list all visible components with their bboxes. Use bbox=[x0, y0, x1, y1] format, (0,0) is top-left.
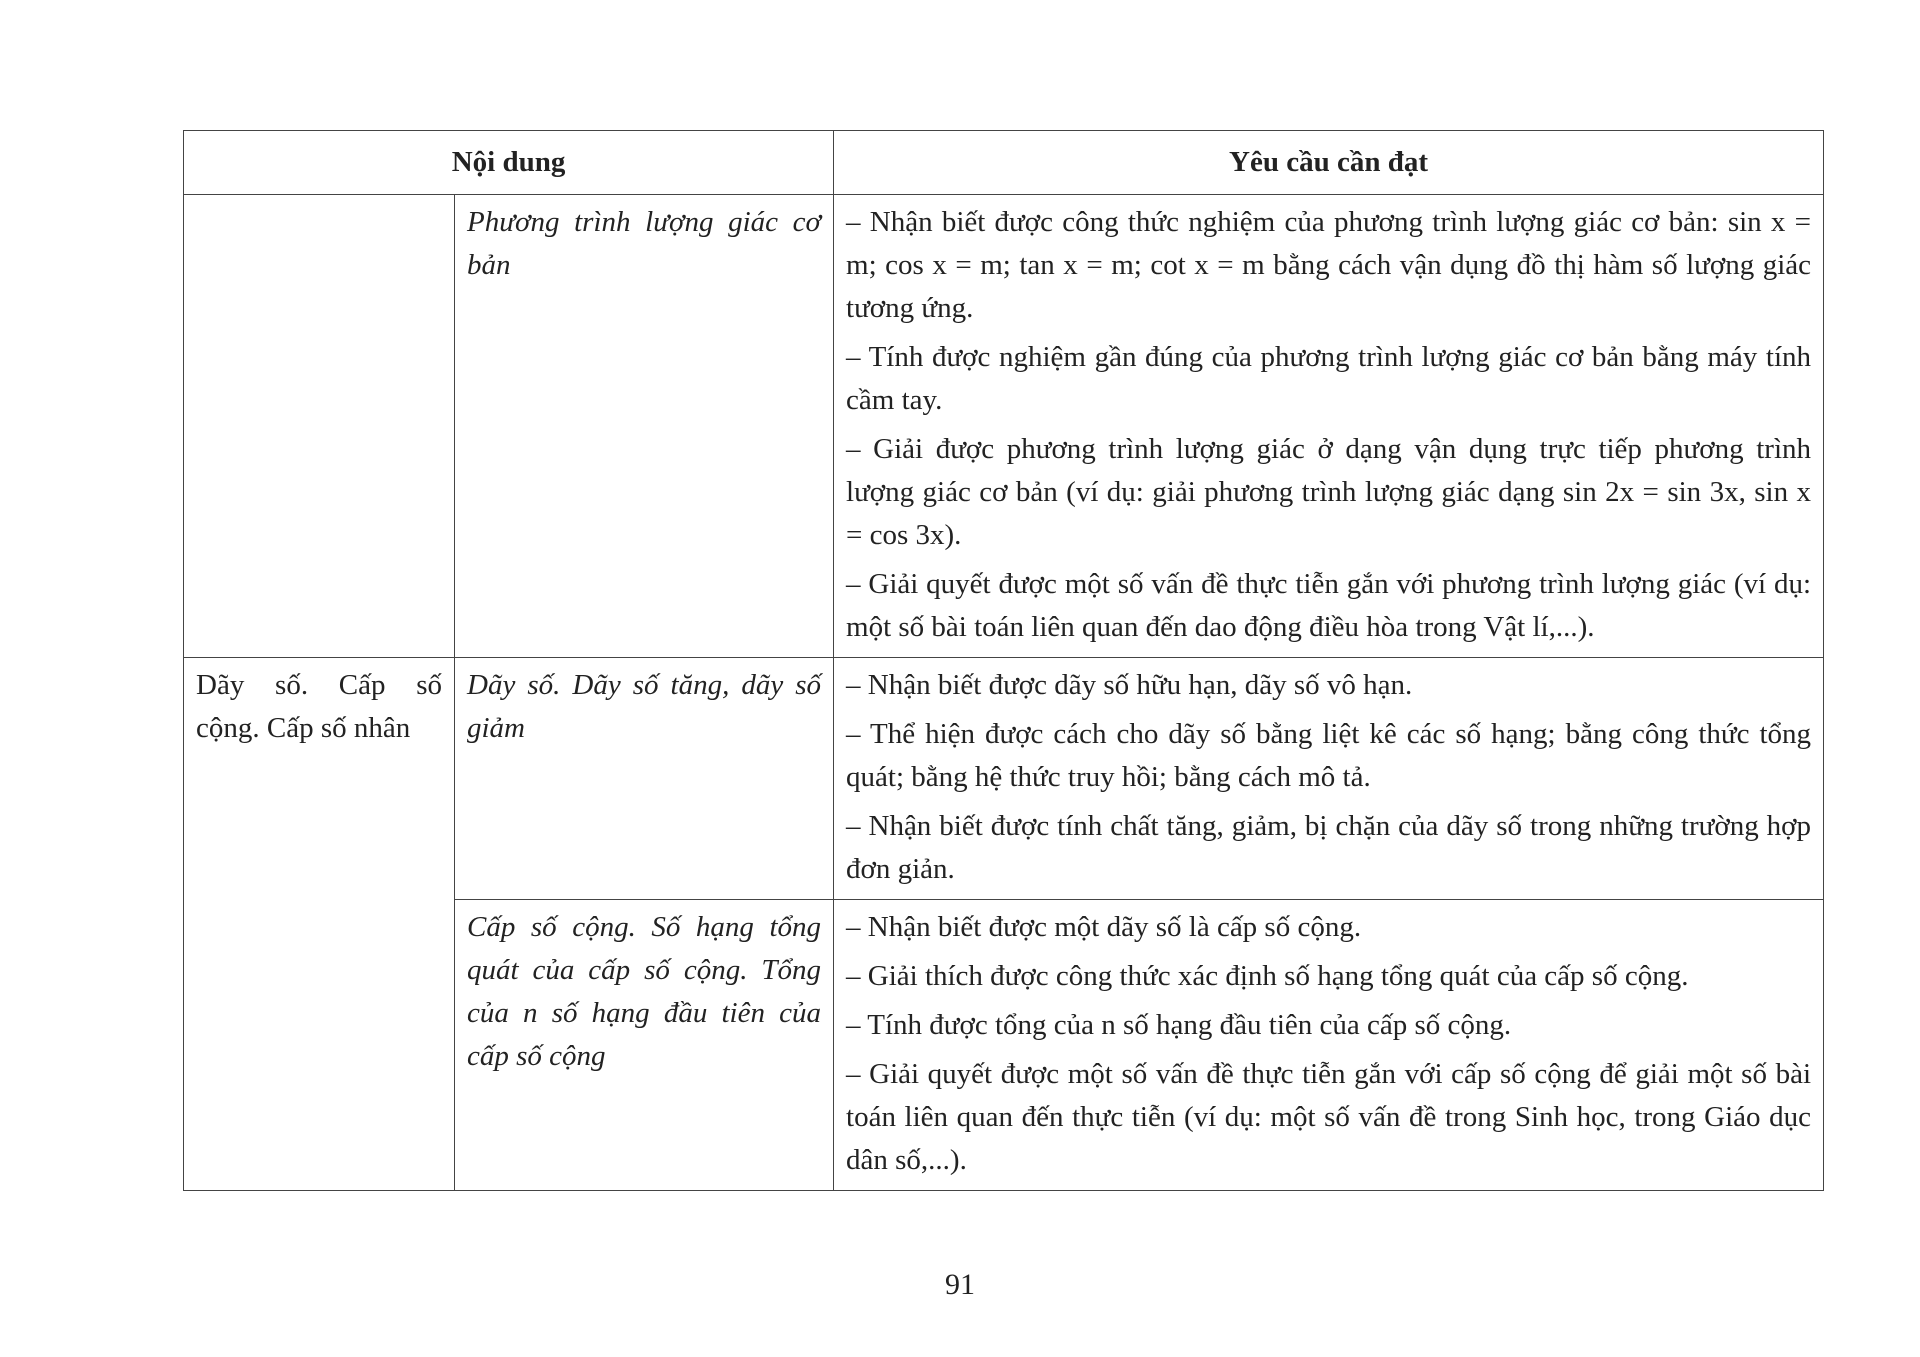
page-number: 91 bbox=[945, 1268, 975, 1301]
subtopic-cell: Phương trình lượng giác cơ bản bbox=[455, 195, 834, 658]
subtopic-cell: Cấp số cộng. Số hạng tổng quát của cấp số cộng. Tổng của n số hạng đầu tiên của cấp số cộng bbox=[455, 900, 834, 1191]
requirements-cell bbox=[834, 900, 1824, 1191]
requirement-item: – Thể hiện được cách cho dãy số bằng liệt kê các số hạng; bằng công thức tổng quát; bằng hệ thức truy hồi; bằng cách mô tả. bbox=[846, 718, 1812, 793]
requirement-item: – Tính được tổng của n số hạng đầu tiên của cấp số cộng. bbox=[846, 1009, 1512, 1041]
requirement-item: – Giải được phương trình lượng giác ở dạng vận dụng trực tiếp phương trình lượng giác cơ bản (ví dụ: giải phương trình lượng giác dạng sin 2x = sin 3x, sin x = cos 3x). bbox=[846, 433, 1812, 551]
requirement-item: – Nhận biết được công thức nghiệm của phương trình lượng giác cơ bản: sin x = m; cos x = m; tan x = m; cot x = m bằng cách vận dụng đồ thị hàm số lượng giác tương ứng. bbox=[846, 206, 1812, 324]
requirement-item: – Giải thích được công thức xác định số hạng tổng quát của cấp số cộng. bbox=[846, 960, 1689, 992]
curriculum-table bbox=[183, 130, 1824, 1191]
topic-cell: Dãy số. Cấp số cộng. Cấp số nhân bbox=[184, 658, 455, 1191]
topic-cell bbox=[184, 195, 455, 658]
requirements-cell bbox=[834, 658, 1824, 900]
header-content: Nội dung bbox=[184, 131, 834, 195]
requirement-item: – Nhận biết được dãy số hữu hạn, dãy số vô hạn. bbox=[846, 669, 1413, 701]
requirement-item: – Tính được nghiệm gần đúng của phương trình lượng giác cơ bản bằng máy tính cầm tay. bbox=[846, 341, 1812, 416]
requirements-cell bbox=[834, 195, 1824, 658]
table-row bbox=[184, 658, 1824, 900]
table-header-row bbox=[184, 131, 1824, 195]
requirement-item: – Nhận biết được tính chất tăng, giảm, bị chặn của dãy số trong những trường hợp đơn giản. bbox=[846, 810, 1812, 885]
requirement-item: – Giải quyết được một số vấn đề thực tiễn gắn với cấp số cộng để giải một số bài toán liên quan đến thực tiễn (ví dụ: một số vấn đề trong Sinh học, trong Giáo dục dân số,...). bbox=[846, 1058, 1812, 1176]
requirement-item: – Giải quyết được một số vấn đề thực tiễn gắn với phương trình lượng giác (ví dụ: một số bài toán liên quan đến dao động điều hòa trong Vật lí,...). bbox=[846, 568, 1812, 643]
subtopic-cell: Dãy số. Dãy số tăng, dãy số giảm bbox=[455, 658, 834, 900]
table-row bbox=[184, 195, 1824, 658]
header-requirements: Yêu cầu cần đạt bbox=[834, 131, 1824, 195]
requirement-item: – Nhận biết được một dãy số là cấp số cộng. bbox=[846, 911, 1362, 943]
